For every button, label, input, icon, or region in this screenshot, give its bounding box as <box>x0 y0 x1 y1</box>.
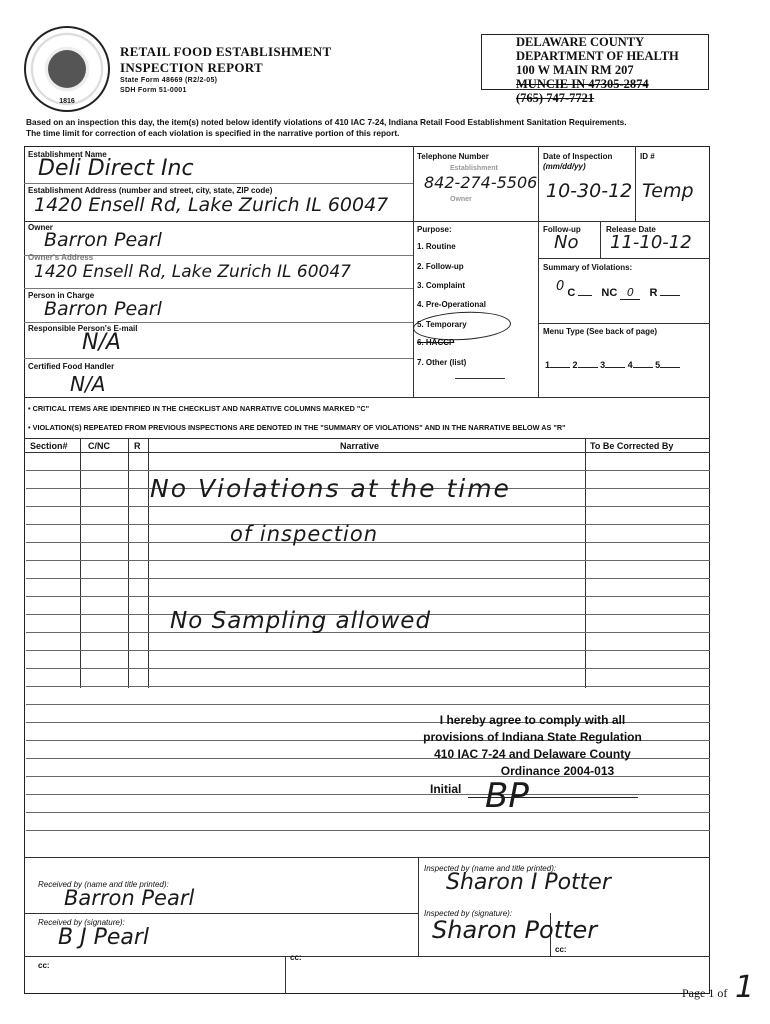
telephone-sub-owner: Owner <box>450 196 472 203</box>
person-in-charge-value[interactable]: Barron Pearl <box>44 298 162 320</box>
divider <box>24 857 710 858</box>
col-r: R <box>134 441 141 451</box>
divider <box>24 913 418 914</box>
seal-year: 1816 <box>59 98 75 105</box>
divider <box>24 956 710 957</box>
seal-emblem-icon <box>48 50 86 88</box>
form-title: RETAIL FOOD ESTABLISHMENT INSPECTION REPORT State Form 48669 (R2/2-05) SDH Form 51-0001 <box>120 44 332 94</box>
owner-label: Owner <box>28 223 53 232</box>
food-handler-label: Certified Food Handler <box>28 362 115 371</box>
initial-value[interactable]: BP <box>485 776 529 816</box>
divider <box>285 956 286 994</box>
summary-nc-value[interactable]: 0 <box>620 286 640 300</box>
agreement-text: I hereby agree to comply with all provisions of Indiana State Regulation 410 IAC 7-24 and Delaware County Ordinance 2004-013 <box>423 713 642 778</box>
summary-label: Summary of Violations: <box>543 263 633 272</box>
date-label: Date of Inspection <box>543 152 613 161</box>
owner-value[interactable]: Barron Pearl <box>44 229 162 251</box>
purpose-haccp[interactable]: 6. HACCP <box>417 338 455 347</box>
inspected-name-label: Inspected by (name and title printed): <box>424 864 557 873</box>
divider <box>538 146 539 397</box>
purpose-other[interactable]: 7. Other (list) <box>417 358 467 367</box>
establishment-address-label: Establishment Address (number and street, city, state, ZIP code) <box>28 186 273 195</box>
establishment-name-value[interactable]: Deli Direct Inc <box>38 156 194 181</box>
page-total: 1 <box>735 970 755 1005</box>
received-signature-label: Received by (signature): <box>38 918 125 927</box>
followup-label: Follow-up <box>543 225 581 234</box>
col-narrative: Narrative <box>340 441 380 451</box>
col-section: Section# <box>30 441 68 451</box>
divider <box>418 857 419 956</box>
repeated-violations-note: • VIOLATION(S) REPEATED FROM PREVIOUS INSPECTIONS ARE DENOTED IN THE "SUMMARY OF VIOLATIONS" AND IN THE NARRATIVE BELOW AS "R" <box>28 423 566 432</box>
summary-c-value[interactable]: 0 <box>556 279 565 294</box>
cc-label-3: cc: <box>555 945 567 954</box>
inspected-signature-label: Inspected by (signature): <box>424 909 513 918</box>
date-format: (mm/dd/yy) <box>543 162 586 171</box>
critical-items-note: • CRITICAL ITEMS ARE IDENTIFIED IN THE CHECKLIST AND NARRATIVE COLUMNS MARKED "C" <box>28 404 370 413</box>
menu-type-label: Menu Type (See back of page) <box>543 327 658 336</box>
purpose-label: Purpose: <box>417 225 452 234</box>
received-name-label: Received by (name and title printed): <box>38 880 169 889</box>
purpose-routine[interactable]: 1. Routine <box>417 242 456 251</box>
received-signature[interactable]: B J Pearl <box>58 925 150 950</box>
initial-label: Initial <box>430 782 462 796</box>
owners-address-label: Owner's Address <box>28 253 94 262</box>
col-corrected-by: To Be Corrected By <box>590 441 674 451</box>
purpose-follow-up[interactable]: 2. Follow-up <box>417 262 464 271</box>
email-label: Responsible Person's E-mail <box>28 324 138 333</box>
purpose-complaint[interactable]: 3. Complaint <box>417 281 466 290</box>
sdh-form-number: SDH Form 51-0001 <box>120 87 187 94</box>
inspected-signature[interactable]: Sharon Potter <box>432 916 598 944</box>
menu-type-options: 1 2 3 4 5 <box>545 360 680 370</box>
divider <box>600 221 601 258</box>
purpose-temporary[interactable]: 5. Temporary <box>417 320 467 329</box>
date-value[interactable]: 10-30-12 <box>546 180 633 202</box>
divider <box>635 146 636 221</box>
followup-value[interactable]: No <box>554 232 579 253</box>
page-number-label: Page 1 of <box>682 986 728 1000</box>
person-in-charge-label: Person in Charge <box>28 291 95 300</box>
narrative-line-3[interactable]: No Sampling allowed <box>170 608 432 634</box>
email-value[interactable]: N/A <box>82 330 121 355</box>
col-c-nc: C/NC <box>88 441 110 451</box>
narrative-line-1[interactable]: No Violations at the time <box>150 474 511 503</box>
narrative-line-2[interactable]: of inspection <box>230 522 379 546</box>
divider <box>24 452 710 453</box>
divider <box>538 323 710 324</box>
telephone-value[interactable]: 842-274-5506 <box>424 173 538 192</box>
purpose-pre-operational[interactable]: 4. Pre-Operational <box>417 300 486 309</box>
divider <box>413 146 414 397</box>
intro-text: Based on an inspection this day, the item(s) noted below identify violations of 410 IAC 7-24, Indiana Retail Food Establishment Sanitation Requirements. The time limit for correction of each violation is specified in the narrative portion of this report. <box>26 117 627 138</box>
state-form-number: State Form 48669 (R2/2-05) <box>120 77 218 84</box>
divider <box>24 397 710 398</box>
summary-counts: 0 C NC 0 R <box>556 285 680 300</box>
indiana-state-seal <box>24 26 110 112</box>
food-handler-value[interactable]: N/A <box>70 372 106 396</box>
establishment-name-label: Establishment Name <box>28 150 107 159</box>
release-date-value[interactable]: 11-10-12 <box>610 232 692 253</box>
telephone-sub-establishment: Establishment <box>450 165 498 172</box>
telephone-label: Telephone Number <box>417 152 489 161</box>
owners-address-value[interactable]: 1420 Ensell Rd, Lake Zurich IL 60047 <box>34 262 351 282</box>
cc-label-2: cc: <box>290 953 302 962</box>
release-date-label: Release Date <box>606 225 656 234</box>
department-address-box: DELAWARE COUNTY DEPARTMENT OF HEALTH 100 W MAIN RM 207 MUNCIE IN 47305-2874 (765) 747-7721 <box>481 34 709 90</box>
cc-label-1: cc: <box>38 961 50 970</box>
inspected-name-value[interactable]: Sharon I Potter <box>446 870 611 895</box>
divider <box>24 221 710 222</box>
received-name-value[interactable]: Barron Pearl <box>64 886 195 910</box>
id-value[interactable]: Temp <box>642 180 694 202</box>
divider <box>538 258 710 259</box>
establishment-address-value[interactable]: 1420 Ensell Rd, Lake Zurich IL 60047 <box>34 194 389 216</box>
id-label: ID # <box>640 152 655 161</box>
